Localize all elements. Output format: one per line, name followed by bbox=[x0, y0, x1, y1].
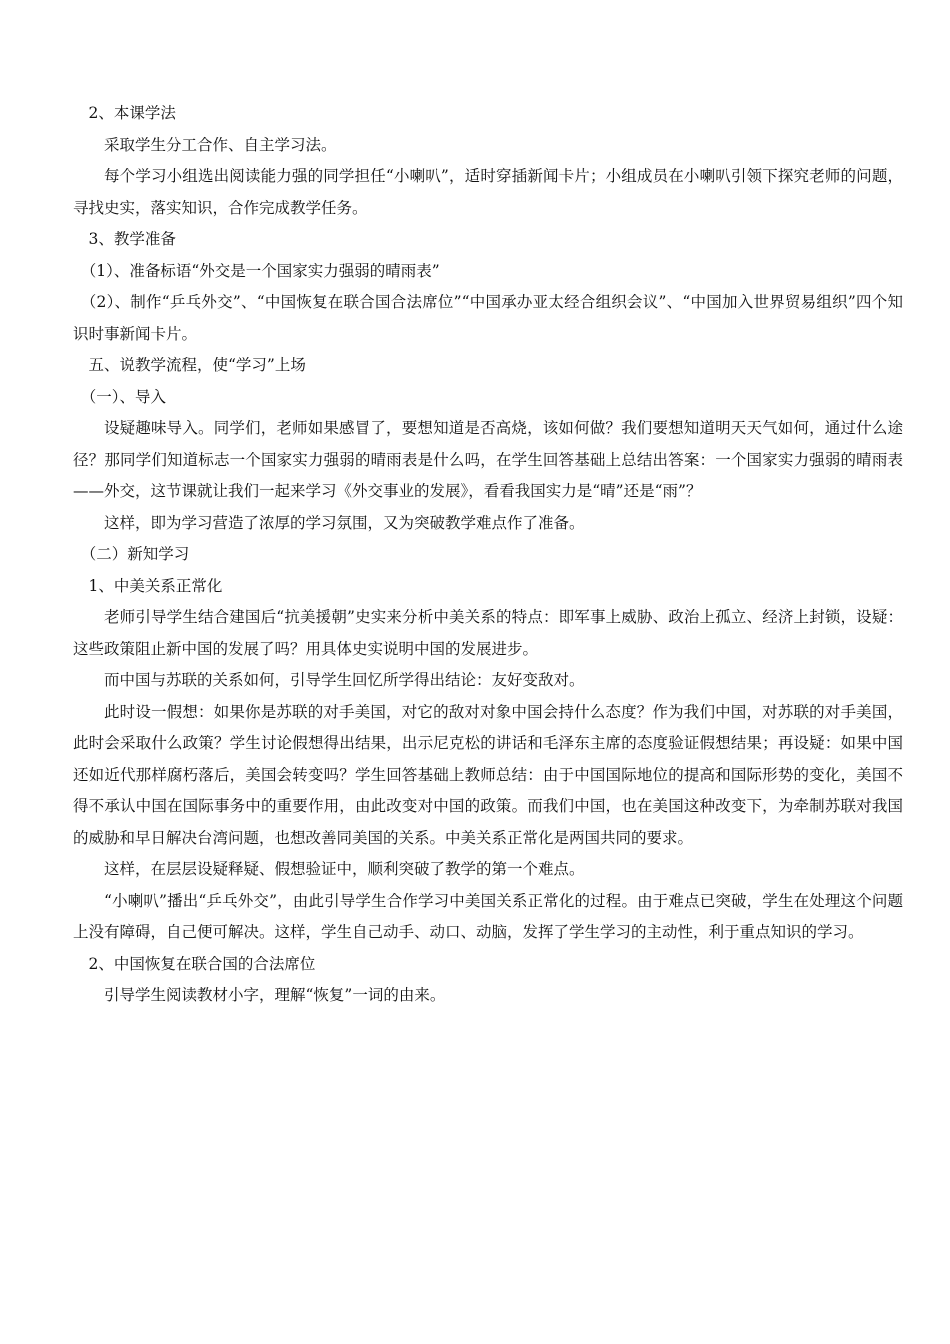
paragraph: 此时设一假想：如果你是苏联的对手美国，对它的敌对对象中国会持什么态度？作为我们中国，对苏联的对手美国，此时会采取什么政策？学生讨论假想得出结果，出示尼克松的讲话和毛泽东主席的态度验证假想结果；再设疑：如果中国还如近代那样腐朽落后，美国会转变吗？学生回答基础上教师总结：由于中国国际地位的提高和国际形势的变化，美国不得不承认中国在国际事务中的重要作用，由此改变对中国的政策。而我们中国，也在美国这种改变下，为牵制苏联对我国的威胁和早日解决台湾问题，也想改善同美国的关系。中美关系正常化是两国共同的要求。 bbox=[73, 702, 903, 847]
paragraph: 每个学习小组选出阅读能力强的同学担任“小喇叭”，适时穿插新闻卡片；小组成员在小喇叭引领下探究老师的问题，寻找史实，落实知识，合作完成教学任务。 bbox=[73, 167, 903, 217]
paragraph: 这样，即为学习营造了浓厚的学习氛围，又为突破教学难点作了准备。 bbox=[104, 513, 585, 532]
document-body bbox=[73, 98, 903, 1012]
paragraph: 设疑趣味导入。同学们，老师如果感冒了，要想知道是否高烧，该如何做？我们要想知道明天天气如何，通过什么途径？那同学们知道标志一个国家实力强弱的晴雨表是什么吗，在学生回答基础上总结出答案：一个国家实力强弱的晴雨表——外交，这节课就让我们一起来学习《外交事业的发展》，看看我国实力是“晴”还是“雨”？ bbox=[73, 419, 903, 500]
paragraph: “小喇叭”播出“乒乓外交”，由此引导学生合作学习中美国关系正常化的过程。由于难点已突破，学生在处理这个问题上没有障碍，自己便可解决。这样，学生自己动手、动口、动脑，发挥了学生学习的主动性，利于重点知识的学习。 bbox=[73, 891, 903, 941]
subsection-heading-introduction: （一）、导入 bbox=[80, 387, 167, 406]
topic-heading-un-seat: 2、中国恢复在联合国的合法席位 bbox=[88, 954, 316, 973]
paragraph: 引导学生阅读教材小字，理解“恢复”一词的由来。 bbox=[104, 986, 446, 1004]
paragraph: 这样，在层层设疑释疑、假想验证中，顺利突破了教学的第一个难点。 bbox=[104, 860, 585, 878]
list-item: （2）、制作“乒乓外交”、“中国恢复在联合国合法席位”“中国承办亚太经合组织会议”、“中国加入世界贸易组织”四个知识时事新闻卡片。 bbox=[73, 293, 903, 343]
section-heading-study-method: 2、本课学法 bbox=[88, 104, 176, 122]
section-heading-teaching-process: 五、说教学流程，使“学习”上场 bbox=[88, 356, 306, 374]
subsection-heading-new-knowledge: （二）新知学习 bbox=[80, 545, 190, 563]
paragraph: 老师引导学生结合建国后“抗美援朝”史实来分析中美关系的特点：即军事上威胁、政治上孤立、经济上封锁，设疑：这些政策阻止新中国的发展了吗？用具体史实说明中国的发展进步。 bbox=[73, 608, 903, 658]
paragraph: 而中国与苏联的关系如何，引导学生回忆所学得出结论：友好变敌对。 bbox=[104, 671, 585, 689]
list-item: （1）、准备标语“外交是一个国家实力强弱的晴雨表” bbox=[80, 261, 440, 280]
topic-heading-sino-us-relations: 1、中美关系正常化 bbox=[88, 576, 223, 595]
paragraph: 采取学生分工合作、自主学习法。 bbox=[104, 135, 337, 154]
section-heading-teaching-preparation: 3、教学准备 bbox=[88, 230, 176, 248]
